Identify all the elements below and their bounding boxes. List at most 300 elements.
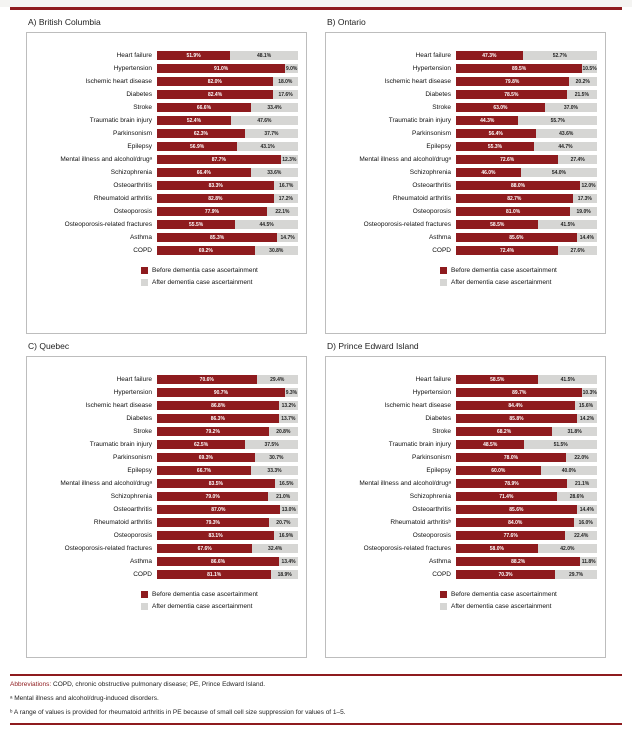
after-segment: 21.0% (268, 492, 298, 501)
after-segment: 22.0% (566, 453, 597, 462)
before-segment: 90.7% (157, 388, 285, 397)
after-segment: 29.7% (555, 570, 597, 579)
panel-ontario (325, 10, 606, 334)
stacked-bar (456, 207, 597, 216)
before-segment: 78.9% (456, 479, 567, 488)
before-segment: 46.0% (456, 168, 521, 177)
stacked-bar (157, 233, 298, 242)
legend-swatch-after (141, 603, 148, 610)
legend (141, 591, 298, 610)
category-label: Ischemic heart disease (384, 78, 451, 85)
stacked-bar (157, 181, 298, 190)
category-label: Ischemic heart disease (85, 78, 152, 85)
legend-row-after (141, 603, 298, 610)
after-segment: 16.0% (574, 518, 597, 527)
after-segment: 44.5% (235, 220, 298, 229)
after-segment: 33.4% (251, 103, 298, 112)
before-segment: 87.0% (157, 505, 280, 514)
chart-row (29, 555, 298, 568)
chart-row (29, 140, 298, 153)
chart-row (328, 373, 597, 386)
category-label: Schizophrenia (409, 169, 451, 176)
chart-row (328, 399, 597, 412)
stacked-bar (157, 531, 298, 540)
panel-title: A) British Columbia (28, 17, 101, 27)
chart-row (328, 555, 597, 568)
chart-row (328, 451, 597, 464)
before-segment: 55.3% (456, 142, 534, 151)
panel-box (325, 32, 606, 334)
before-segment: 58.0% (456, 544, 538, 553)
after-segment: 9.3% (285, 389, 298, 396)
chart-row (328, 127, 597, 140)
panel-title: C) Quebec (28, 341, 70, 351)
legend-swatch-before (440, 267, 447, 274)
chart-row (328, 62, 597, 75)
before-segment: 79.0% (157, 492, 268, 501)
category-label: Heart failure (116, 376, 152, 383)
chart-row (29, 503, 298, 516)
chart-row (29, 373, 298, 386)
before-segment: 85.3% (157, 233, 277, 242)
after-segment: 33.3% (251, 466, 298, 475)
category-label: COPD (432, 247, 451, 254)
stacked-bar (456, 181, 597, 190)
stacked-bar (456, 168, 597, 177)
stacked-bar (456, 64, 597, 73)
chart-row (29, 179, 298, 192)
chart-row (29, 477, 298, 490)
panel-prince-edward-island (325, 334, 606, 658)
stacked-bar (157, 440, 298, 449)
chart-row (328, 179, 597, 192)
chart-row (328, 438, 597, 451)
chart-row (328, 231, 597, 244)
category-label: Osteoarthritis (412, 182, 451, 189)
chart-row (29, 244, 298, 257)
before-segment: 81.1% (157, 570, 271, 579)
before-segment: 77.9% (157, 207, 267, 216)
after-segment: 43.1% (237, 142, 298, 151)
after-segment: 13.2% (279, 401, 298, 410)
category-label: COPD (133, 247, 152, 254)
stacked-bar (456, 90, 597, 99)
stacked-bar (157, 77, 298, 86)
stacked-bar (157, 388, 298, 397)
chart-row (328, 425, 597, 438)
stacked-bar (456, 51, 597, 60)
after-segment: 14.2% (577, 414, 597, 423)
stacked-bar (157, 103, 298, 112)
chart-row (29, 75, 298, 88)
category-label: Heart failure (116, 52, 152, 59)
before-segment: 77.6% (456, 531, 565, 540)
category-label: Traumatic brain injury (89, 441, 152, 448)
after-segment: 10.5% (582, 65, 597, 72)
after-segment: 17.6% (273, 90, 298, 99)
after-segment: 12.3% (282, 156, 297, 163)
category-label: Asthma (129, 558, 152, 565)
category-label: Mental illness and alcohol/drugᵃ (359, 156, 451, 163)
chart-row (29, 218, 298, 231)
after-segment: 13.0% (280, 505, 298, 514)
after-segment: 42.0% (538, 544, 597, 553)
stacked-bar (456, 440, 597, 449)
stacked-bar (157, 375, 298, 384)
after-segment: 31.8% (552, 427, 597, 436)
before-segment: 82.8% (157, 194, 274, 203)
after-segment: 33.6% (251, 168, 298, 177)
chart-row (29, 205, 298, 218)
category-label: Diabetes (425, 91, 451, 98)
stacked-bar (456, 570, 597, 579)
stacked-bar-chart (328, 373, 597, 581)
legend-swatch-before (440, 591, 447, 598)
before-segment: 69.2% (157, 246, 255, 255)
category-label: Parkinsonism (411, 454, 451, 461)
stacked-bar (456, 453, 597, 462)
after-segment: 29.4% (257, 375, 298, 384)
legend-swatch-after (141, 279, 148, 286)
before-segment: 79.2% (157, 427, 269, 436)
stacked-bar (456, 77, 597, 86)
before-segment: 78.0% (456, 453, 566, 462)
stacked-bar (157, 466, 298, 475)
stacked-bar (456, 194, 597, 203)
panel-british-columbia (26, 10, 307, 334)
chart-row (29, 529, 298, 542)
legend-label-after: After dementia case ascertainment (451, 603, 552, 610)
chart-row (328, 412, 597, 425)
category-label: Rheumatoid arthritisᵇ (390, 519, 451, 526)
chart-row (29, 153, 298, 166)
after-segment: 54.0% (521, 168, 597, 177)
stacked-bar (157, 570, 298, 579)
before-segment: 56.9% (157, 142, 237, 151)
before-segment: 56.4% (456, 129, 536, 138)
chart-row (29, 166, 298, 179)
after-segment: 10.3% (582, 389, 597, 396)
before-segment: 82.4% (157, 90, 273, 99)
stacked-bar-chart (328, 49, 597, 257)
category-label: Osteoporosis-related fractures (64, 221, 152, 228)
category-label: Stroke (432, 428, 451, 435)
after-segment: 15.6% (575, 401, 597, 410)
legend-swatch-after (440, 279, 447, 286)
stacked-bar (456, 155, 597, 164)
before-segment: 89.5% (456, 64, 582, 73)
panel-box (26, 356, 307, 658)
before-segment: 71.4% (456, 492, 557, 501)
abbreviations-label: Abbreviations: (10, 681, 52, 688)
before-segment: 88.0% (456, 181, 580, 190)
before-segment: 55.5% (157, 220, 235, 229)
stacked-bar (456, 142, 597, 151)
after-segment: 52.7% (523, 51, 597, 60)
chart-row (29, 451, 298, 464)
after-segment: 14.4% (577, 505, 597, 514)
abbreviations-text: COPD, chronic obstructive pulmonary disease; PE, Prince Edward Island. (51, 681, 266, 688)
after-segment: 13.4% (279, 557, 298, 566)
category-label: Heart failure (415, 52, 451, 59)
legend-row-after (141, 279, 298, 286)
after-segment: 22.4% (565, 531, 597, 540)
legend-label-before: Before dementia case ascertainment (451, 267, 557, 274)
footnote-b: ᵇ A range of values is provided for rheumatoid arthritis in PE because of small cell size suppression for values of 1–5. (10, 709, 346, 716)
panel-title: B) Ontario (327, 17, 366, 27)
after-segment: 18.9% (271, 570, 298, 579)
before-segment: 72.6% (456, 155, 558, 164)
category-label: Osteoporosis-related fractures (363, 221, 451, 228)
category-label: Parkinsonism (112, 130, 152, 137)
category-label: Epilepsy (127, 143, 152, 150)
stacked-bar (456, 492, 597, 501)
footnotes (10, 674, 622, 725)
stacked-bar (456, 129, 597, 138)
before-segment: 69.3% (157, 453, 255, 462)
category-label: Ischemic heart disease (384, 402, 451, 409)
before-segment: 85.8% (456, 414, 577, 423)
before-segment: 70.6% (157, 375, 257, 384)
after-segment: 37.7% (245, 129, 298, 138)
stacked-bar (157, 129, 298, 138)
after-segment: 17.3% (573, 194, 597, 203)
chart-row (328, 529, 597, 542)
category-label: Diabetes (126, 91, 152, 98)
stacked-bar (157, 155, 298, 164)
category-label: Osteoporosis-related fractures (64, 545, 152, 552)
category-label: Rheumatoid arthritis (93, 519, 152, 526)
legend-swatch-before (141, 591, 148, 598)
stacked-bar (157, 427, 298, 436)
category-label: Epilepsy (127, 467, 152, 474)
stacked-bar-chart (29, 49, 298, 257)
after-segment: 41.5% (538, 375, 597, 384)
legend-row-before (440, 591, 597, 598)
chart-row (29, 568, 298, 581)
stacked-bar (456, 544, 597, 553)
after-segment: 16.5% (275, 479, 298, 488)
chart-row (328, 218, 597, 231)
chart-row (29, 88, 298, 101)
legend-label-before: Before dementia case ascertainment (451, 591, 557, 598)
category-label: COPD (432, 571, 451, 578)
panel-box (325, 356, 606, 658)
before-segment: 79.3% (157, 518, 269, 527)
before-segment: 83.3% (157, 181, 274, 190)
before-segment: 86.8% (157, 401, 279, 410)
before-segment: 58.5% (456, 375, 538, 384)
legend-row-after (440, 279, 597, 286)
after-segment: 21.1% (567, 479, 597, 488)
before-segment: 86.6% (157, 557, 279, 566)
chart-row (328, 542, 597, 555)
panel-box (26, 32, 307, 334)
after-segment: 17.2% (274, 194, 298, 203)
stacked-bar-chart (29, 373, 298, 581)
after-segment: 20.2% (569, 77, 597, 86)
legend-label-after: After dementia case ascertainment (451, 279, 552, 286)
before-segment: 68.2% (456, 427, 552, 436)
abbreviations-line (10, 681, 622, 688)
category-label: Traumatic brain injury (388, 117, 451, 124)
before-segment: 67.6% (157, 544, 252, 553)
after-segment: 41.5% (538, 220, 597, 229)
category-label: Rheumatoid arthritis (392, 195, 451, 202)
stacked-bar (456, 466, 597, 475)
after-segment: 32.4% (252, 544, 298, 553)
stacked-bar (157, 220, 298, 229)
before-segment: 91.0% (157, 64, 285, 73)
before-segment: 66.4% (157, 168, 251, 177)
chart-row (328, 503, 597, 516)
legend (440, 267, 597, 286)
before-segment: 63.0% (456, 103, 545, 112)
after-segment: 19.0% (570, 207, 597, 216)
before-segment: 87.7% (157, 155, 281, 164)
category-label: Osteoporosis-related fractures (363, 545, 451, 552)
stacked-bar (157, 557, 298, 566)
chart-row (29, 49, 298, 62)
category-label: Traumatic brain injury (89, 117, 152, 124)
after-segment: 20.8% (269, 427, 298, 436)
stacked-bar (456, 388, 597, 397)
after-segment: 13.7% (279, 414, 298, 423)
legend-row-before (440, 267, 597, 274)
legend-label-before: Before dementia case ascertainment (152, 591, 258, 598)
after-segment: 16.9% (274, 531, 298, 540)
category-label: Osteoporosis (113, 532, 152, 539)
chart-row (29, 192, 298, 205)
before-segment: 66.6% (157, 103, 251, 112)
after-segment: 20.7% (269, 518, 298, 527)
category-label: Osteoporosis (113, 208, 152, 215)
after-segment: 14.7% (277, 233, 298, 242)
footnote-a: ᵃ Mental illness and alcohol/drug-induced disorders. (10, 695, 159, 702)
after-segment: 27.4% (558, 155, 597, 164)
stacked-bar (157, 518, 298, 527)
after-segment: 18.0% (273, 77, 298, 86)
stacked-bar (157, 401, 298, 410)
stacked-bar (456, 220, 597, 229)
before-segment: 72.4% (456, 246, 558, 255)
stacked-bar (157, 207, 298, 216)
chart-row (328, 477, 597, 490)
legend-label-after: After dementia case ascertainment (152, 603, 253, 610)
stacked-bar (456, 518, 597, 527)
stacked-bar (456, 479, 597, 488)
stacked-bar (456, 414, 597, 423)
after-segment: 12.0% (581, 182, 596, 189)
after-segment: 51.5% (524, 440, 597, 449)
before-segment: 84.0% (456, 518, 574, 527)
chart-row (29, 399, 298, 412)
stacked-bar (456, 246, 597, 255)
before-segment: 89.7% (456, 388, 582, 397)
category-label: Heart failure (415, 376, 451, 383)
category-label: Asthma (129, 234, 152, 241)
chart-row (29, 231, 298, 244)
stacked-bar (456, 375, 597, 384)
chart-row (328, 114, 597, 127)
category-label: COPD (133, 571, 152, 578)
after-segment: 37.0% (545, 103, 597, 112)
chart-row (328, 244, 597, 257)
chart-row (328, 49, 597, 62)
legend-label-after: After dementia case ascertainment (152, 279, 253, 286)
category-label: Stroke (133, 104, 152, 111)
chart-row (328, 516, 597, 529)
category-label: Ischemic heart disease (85, 402, 152, 409)
after-segment: 47.6% (231, 116, 298, 125)
category-label: Hypertension (113, 389, 152, 396)
stacked-bar (456, 103, 597, 112)
after-segment: 30.8% (255, 246, 298, 255)
category-label: Osteoarthritis (113, 182, 152, 189)
before-segment: 62.5% (157, 440, 245, 449)
chart-row (29, 62, 298, 75)
chart-row (328, 101, 597, 114)
legend (141, 267, 298, 286)
chart-row (29, 127, 298, 140)
category-label: Osteoarthritis (412, 506, 451, 513)
chart-row (328, 568, 597, 581)
after-segment: 16.7% (274, 181, 298, 190)
before-segment: 52.4% (157, 116, 231, 125)
before-segment: 47.3% (456, 51, 523, 60)
stacked-bar (157, 544, 298, 553)
stacked-bar (157, 492, 298, 501)
before-segment: 83.1% (157, 531, 274, 540)
before-segment: 66.7% (157, 466, 251, 475)
before-segment: 79.8% (456, 77, 569, 86)
category-label: Mental illness and alcohol/drugᵃ (60, 156, 152, 163)
chart-row (328, 464, 597, 477)
category-label: Hypertension (412, 65, 451, 72)
after-segment: 11.8% (581, 558, 596, 565)
stacked-bar (157, 51, 298, 60)
chart-row (328, 88, 597, 101)
category-label: Mental illness and alcohol/drugᵃ (60, 480, 152, 487)
legend-swatch-before (141, 267, 148, 274)
after-segment: 48.1% (230, 51, 298, 60)
after-segment: 28.6% (557, 492, 597, 501)
stacked-bar (157, 246, 298, 255)
chart-row (328, 166, 597, 179)
category-label: Asthma (428, 558, 451, 565)
chart-row (29, 516, 298, 529)
before-segment: 85.6% (456, 233, 577, 242)
category-label: Schizophrenia (409, 493, 451, 500)
before-segment: 44.3% (456, 116, 518, 125)
stacked-bar (456, 427, 597, 436)
stacked-bar (157, 479, 298, 488)
legend-row-after (440, 603, 597, 610)
category-label: Mental illness and alcohol/drugᵃ (359, 480, 451, 487)
after-segment: 40.0% (541, 466, 597, 475)
category-label: Traumatic brain injury (388, 441, 451, 448)
chart-row (29, 464, 298, 477)
after-segment: 55.7% (518, 116, 597, 125)
before-segment: 84.4% (456, 401, 575, 410)
chart-row (29, 412, 298, 425)
category-label: Hypertension (113, 65, 152, 72)
before-segment: 83.5% (157, 479, 275, 488)
footer-top-rule (10, 674, 622, 676)
stacked-bar (456, 116, 597, 125)
before-segment: 86.3% (157, 414, 279, 423)
stacked-bar (157, 116, 298, 125)
